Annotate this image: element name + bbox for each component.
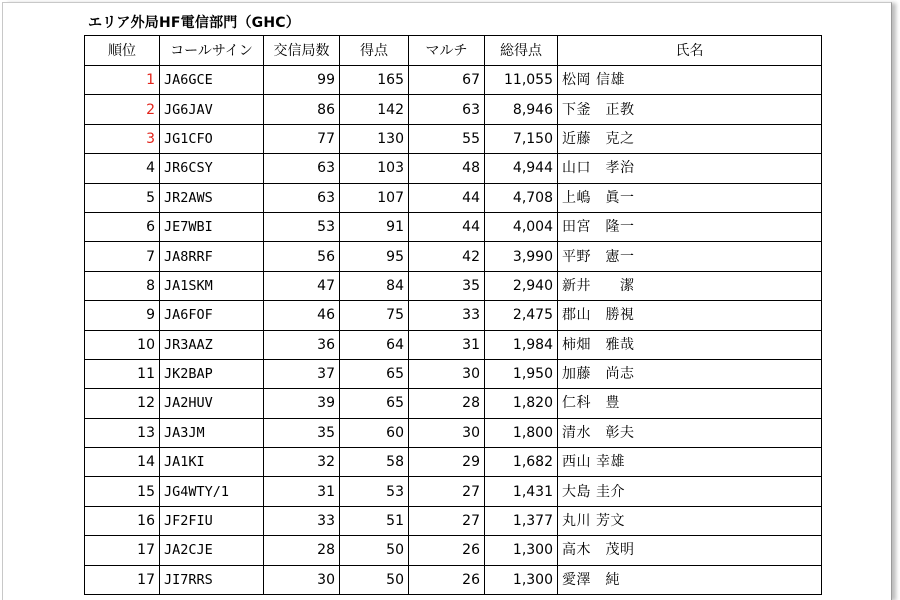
table-row: [85, 95, 822, 124]
multi-cell: 42: [409, 242, 485, 271]
header-qsos: 交信局数: [264, 36, 340, 66]
table-row: [85, 330, 822, 359]
callsign-cell: JA6GCE: [160, 66, 264, 95]
points-cell: 60: [340, 418, 409, 447]
total-score-cell: 1,820: [485, 389, 558, 418]
callsign-cell: JF2FIU: [160, 506, 264, 535]
rank-cell: 10: [85, 330, 160, 359]
multi-cell: 44: [409, 212, 485, 241]
table-row: [85, 212, 822, 241]
multi-cell: 26: [409, 565, 485, 594]
total-score-cell: 8,946: [485, 95, 558, 124]
multi-cell: 33: [409, 301, 485, 330]
total-score-cell: 1,300: [485, 536, 558, 565]
points-cell: 51: [340, 506, 409, 535]
rank-cell: 14: [85, 448, 160, 477]
operator-name-cell: 清水 彰夫: [558, 418, 822, 447]
total-score-cell: 1,682: [485, 448, 558, 477]
operator-name-cell: 高木 茂明: [558, 536, 822, 565]
table-row: [85, 271, 822, 300]
rank-cell: 12: [85, 389, 160, 418]
qso-count-cell: 30: [264, 565, 340, 594]
table-row: [85, 448, 822, 477]
qso-count-cell: 36: [264, 330, 340, 359]
operator-name-cell: 山口 孝治: [558, 154, 822, 183]
operator-name-cell: 田宮 隆一: [558, 212, 822, 241]
table-row: [85, 536, 822, 565]
callsign-cell: JA2HUV: [160, 389, 264, 418]
callsign-cell: JA3JM: [160, 418, 264, 447]
rank-cell: 8: [85, 271, 160, 300]
qso-count-cell: 37: [264, 359, 340, 388]
multi-cell: 48: [409, 154, 485, 183]
operator-name-cell: 丸川 芳文: [558, 506, 822, 535]
total-score-cell: 1,800: [485, 418, 558, 447]
table-row: [85, 359, 822, 388]
callsign-cell: JR2AWS: [160, 183, 264, 212]
header-rank: 順位: [85, 36, 160, 66]
total-score-cell: 1,984: [485, 330, 558, 359]
multi-cell: 30: [409, 418, 485, 447]
callsign-cell: JG4WTY/1: [160, 477, 264, 506]
callsign-cell: JE7WBI: [160, 212, 264, 241]
points-cell: 165: [340, 66, 409, 95]
points-cell: 58: [340, 448, 409, 477]
table-body: [85, 66, 822, 595]
operator-name-cell: 加藤 尚志: [558, 359, 822, 388]
qso-count-cell: 86: [264, 95, 340, 124]
callsign-cell: JR6CSY: [160, 154, 264, 183]
table-row: [85, 183, 822, 212]
qso-count-cell: 77: [264, 124, 340, 153]
operator-name-cell: 仁科 豊: [558, 389, 822, 418]
header-multi: マルチ: [409, 36, 485, 66]
operator-name-cell: 大島 圭介: [558, 477, 822, 506]
multi-cell: 44: [409, 183, 485, 212]
total-score-cell: 4,944: [485, 154, 558, 183]
points-cell: 107: [340, 183, 409, 212]
total-score-cell: 1,377: [485, 506, 558, 535]
table-row: [85, 418, 822, 447]
rank-cell: 9: [85, 301, 160, 330]
qso-count-cell: 46: [264, 301, 340, 330]
rank-cell: 7: [85, 242, 160, 271]
operator-name-cell: 上嶋 眞一: [558, 183, 822, 212]
total-score-cell: 3,990: [485, 242, 558, 271]
table-row: [85, 301, 822, 330]
callsign-cell: JA2CJE: [160, 536, 264, 565]
points-cell: 53: [340, 477, 409, 506]
qso-count-cell: 32: [264, 448, 340, 477]
multi-cell: 27: [409, 477, 485, 506]
points-cell: 95: [340, 242, 409, 271]
callsign-cell: JG6JAV: [160, 95, 264, 124]
rank-cell: 17: [85, 565, 160, 594]
qso-count-cell: 63: [264, 154, 340, 183]
table-row: [85, 389, 822, 418]
rank-cell: 2: [85, 95, 160, 124]
table-row: [85, 124, 822, 153]
table-row: [85, 506, 822, 535]
multi-cell: 35: [409, 271, 485, 300]
total-score-cell: 1,300: [485, 565, 558, 594]
multi-cell: 30: [409, 359, 485, 388]
rank-cell: 13: [85, 418, 160, 447]
callsign-cell: JK2BAP: [160, 359, 264, 388]
operator-name-cell: 平野 憲一: [558, 242, 822, 271]
qso-count-cell: 63: [264, 183, 340, 212]
header-name: 氏名: [558, 36, 822, 66]
operator-name-cell: 下釜 正教: [558, 95, 822, 124]
table-row: [85, 66, 822, 95]
rank-cell: 4: [85, 154, 160, 183]
total-score-cell: 4,004: [485, 212, 558, 241]
operator-name-cell: 愛澤 純: [558, 565, 822, 594]
rank-cell: 17: [85, 536, 160, 565]
points-cell: 65: [340, 359, 409, 388]
rank-cell: 1: [85, 66, 160, 95]
qso-count-cell: 28: [264, 536, 340, 565]
qso-count-cell: 35: [264, 418, 340, 447]
callsign-cell: JA8RRF: [160, 242, 264, 271]
callsign-cell: JA1KI: [160, 448, 264, 477]
document-title: エリア外局HF電信部門（GHC）: [88, 15, 300, 31]
table-row: [85, 154, 822, 183]
table-row: [85, 242, 822, 271]
points-cell: 75: [340, 301, 409, 330]
qso-count-cell: 56: [264, 242, 340, 271]
rank-cell: 6: [85, 212, 160, 241]
multi-cell: 29: [409, 448, 485, 477]
callsign-cell: JA6FOF: [160, 301, 264, 330]
operator-name-cell: 柿畑 雅哉: [558, 330, 822, 359]
rank-cell: 11: [85, 359, 160, 388]
total-score-cell: 1,950: [485, 359, 558, 388]
total-score-cell: 4,708: [485, 183, 558, 212]
multi-cell: 26: [409, 536, 485, 565]
multi-cell: 63: [409, 95, 485, 124]
header-callsign: コールサイン: [160, 36, 264, 66]
multi-cell: 55: [409, 124, 485, 153]
rank-cell: 15: [85, 477, 160, 506]
operator-name-cell: 松岡 信雄: [558, 66, 822, 95]
rank-cell: 5: [85, 183, 160, 212]
qso-count-cell: 99: [264, 66, 340, 95]
callsign-cell: JA1SKM: [160, 271, 264, 300]
multi-cell: 28: [409, 389, 485, 418]
table-row: [85, 477, 822, 506]
document-page: [2, 2, 892, 600]
operator-name-cell: 新井 潔: [558, 271, 822, 300]
qso-count-cell: 47: [264, 271, 340, 300]
header-points: 得点: [340, 36, 409, 66]
total-score-cell: 1,431: [485, 477, 558, 506]
operator-name-cell: 郡山 勝視: [558, 301, 822, 330]
points-cell: 50: [340, 565, 409, 594]
callsign-cell: JR3AAZ: [160, 330, 264, 359]
results-table: [84, 35, 822, 595]
operator-name-cell: 近藤 克之: [558, 124, 822, 153]
multi-cell: 31: [409, 330, 485, 359]
points-cell: 103: [340, 154, 409, 183]
total-score-cell: 7,150: [485, 124, 558, 153]
table-row: [85, 565, 822, 594]
callsign-cell: JI7RRS: [160, 565, 264, 594]
multi-cell: 27: [409, 506, 485, 535]
points-cell: 50: [340, 536, 409, 565]
qso-count-cell: 33: [264, 506, 340, 535]
rank-cell: 3: [85, 124, 160, 153]
points-cell: 142: [340, 95, 409, 124]
qso-count-cell: 39: [264, 389, 340, 418]
qso-count-cell: 31: [264, 477, 340, 506]
points-cell: 91: [340, 212, 409, 241]
multi-cell: 67: [409, 66, 485, 95]
rank-cell: 16: [85, 506, 160, 535]
points-cell: 130: [340, 124, 409, 153]
qso-count-cell: 53: [264, 212, 340, 241]
total-score-cell: 11,055: [485, 66, 558, 95]
operator-name-cell: 西山 幸雄: [558, 448, 822, 477]
points-cell: 65: [340, 389, 409, 418]
total-score-cell: 2,940: [485, 271, 558, 300]
table-header-row: [85, 36, 822, 66]
header-total: 総得点: [485, 36, 558, 66]
points-cell: 64: [340, 330, 409, 359]
total-score-cell: 2,475: [485, 301, 558, 330]
callsign-cell: JG1CFO: [160, 124, 264, 153]
points-cell: 84: [340, 271, 409, 300]
